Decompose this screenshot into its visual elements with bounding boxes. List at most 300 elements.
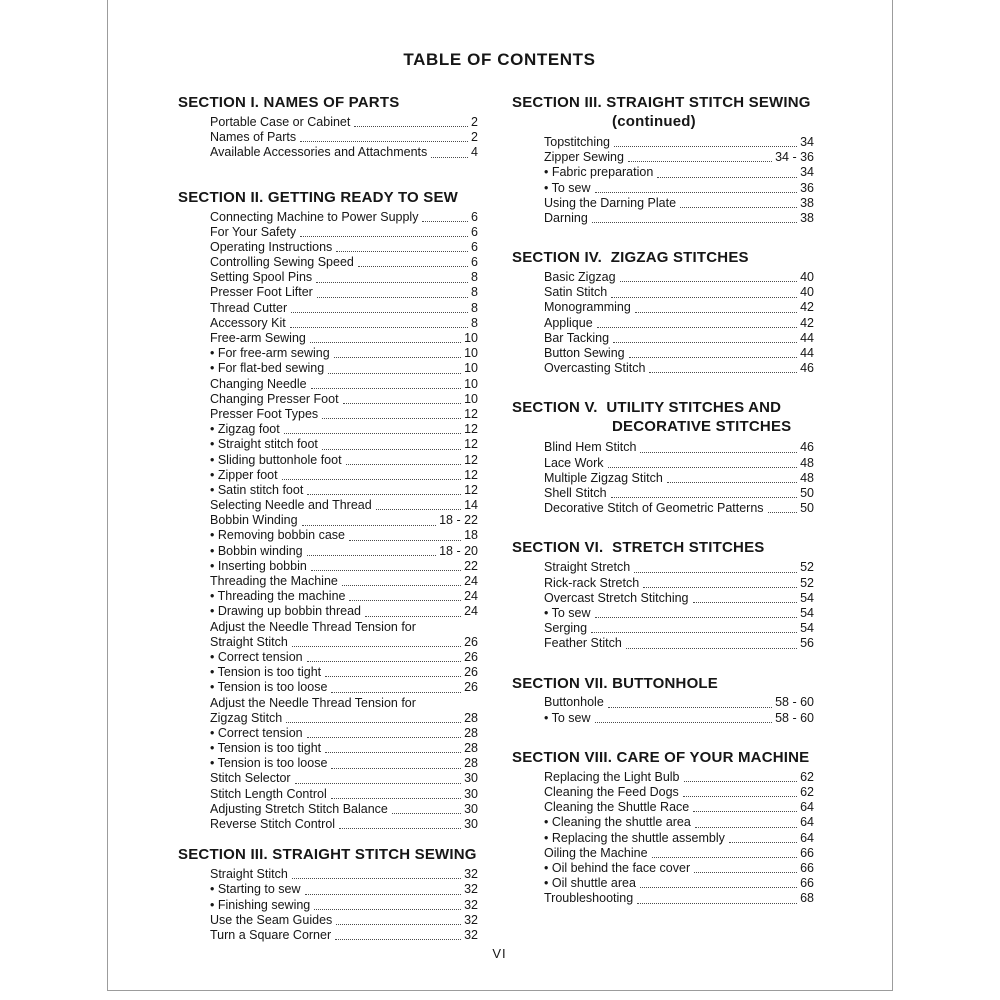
dot-leader [695, 827, 797, 828]
toc-entry [210, 867, 478, 882]
dot-leader [292, 878, 461, 879]
section-heading: SECTION III. STRAIGHT STITCH SEWING [512, 94, 811, 111]
entry-page: 42 [800, 300, 814, 315]
entry-page: 24 [464, 574, 478, 589]
entry-page: 18 - 22 [439, 513, 478, 528]
entry-page: 26 [464, 665, 478, 680]
dot-leader [314, 909, 461, 910]
toc-entry [210, 407, 478, 422]
entry-page: 2 [471, 130, 478, 145]
dot-leader [325, 752, 461, 753]
entry-page: 56 [800, 636, 814, 651]
toc-entry [544, 331, 814, 346]
entry-label: Applique [544, 315, 593, 330]
entry-label: Accessory Kit [210, 315, 286, 330]
entry-page: 32 [464, 927, 478, 942]
entry-page: 30 [464, 771, 478, 786]
entry-label: • Bobbin winding [210, 543, 303, 558]
dot-leader [608, 707, 772, 708]
dot-leader [614, 146, 797, 147]
toc-entry [544, 456, 814, 471]
entry-page: 66 [800, 845, 814, 860]
toc-entry [210, 544, 478, 559]
section-heading: SECTION I. NAMES OF PARTS [178, 94, 400, 111]
toc-entry [210, 346, 478, 361]
entry-label: Overcasting Stitch [544, 361, 646, 376]
dot-leader [336, 924, 461, 925]
entry-list [544, 440, 814, 516]
entry-label: Adjust the Needle Thread Tension for [210, 619, 416, 634]
dot-leader [684, 781, 798, 782]
toc-entry [210, 741, 478, 756]
dot-leader [693, 602, 798, 603]
entry-label: Zigzag Stitch [210, 710, 283, 725]
toc-entry [210, 529, 478, 544]
toc-entry [544, 196, 814, 211]
entry-label: • Cleaning the shuttle area [544, 815, 691, 830]
entry-page: 6 [471, 224, 478, 239]
toc-entry [210, 468, 478, 483]
entry-list [544, 270, 814, 376]
dot-leader [343, 403, 462, 404]
dot-leader [307, 494, 461, 495]
dot-leader [597, 327, 797, 328]
toc-section [178, 93, 478, 161]
dot-leader [349, 600, 461, 601]
entry-page: 18 [464, 528, 478, 543]
toc-entry [544, 621, 814, 636]
entry-label: • Zipper foot [210, 467, 278, 482]
dot-leader [291, 312, 468, 313]
entry-page: 62 [800, 785, 814, 800]
entry-label: • Satin stitch foot [210, 482, 304, 497]
entry-label: • Fabric preparation [544, 165, 654, 180]
dot-leader [649, 372, 797, 373]
entry-page: 52 [800, 575, 814, 590]
toc-entry [210, 453, 478, 468]
page-number-footer: VI [492, 946, 507, 961]
entry-page: 38 [800, 210, 814, 225]
entry-page: 8 [471, 270, 478, 285]
section-heading: SECTION II. GETTING READY TO SEW [178, 188, 459, 206]
dot-leader [307, 737, 461, 738]
toc-entry [544, 861, 814, 876]
entry-label: • For free-arm sewing [210, 346, 330, 361]
entry-label: Shell Stitch [544, 485, 607, 500]
dot-leader [322, 418, 461, 419]
entry-page: 28 [464, 725, 478, 740]
dot-leader [595, 192, 798, 193]
dot-leader [282, 479, 461, 480]
toc-section [512, 674, 814, 726]
toc-entry [210, 726, 478, 741]
entry-label: Bar Tacking [544, 330, 610, 345]
toc-entry [544, 486, 814, 501]
entry-list [210, 115, 478, 161]
entry-page: 10 [464, 391, 478, 406]
toc-column-right [512, 93, 814, 907]
dot-leader [595, 617, 798, 618]
toc-entry [544, 285, 814, 300]
entry-label: Available Accessories and Attachments [210, 145, 428, 160]
entry-label: Setting Spool Pins [210, 270, 313, 285]
toc-entry [210, 559, 478, 574]
toc-entry [210, 115, 478, 130]
entry-label: Thread Cutter [210, 300, 288, 315]
toc-entry [210, 331, 478, 346]
entry-page: 38 [800, 195, 814, 210]
dot-leader [592, 222, 797, 223]
dot-leader [336, 251, 468, 252]
entry-page: 34 - 36 [775, 150, 814, 165]
entry-label: • Tension is too loose [210, 756, 328, 771]
entry-page: 66 [800, 860, 814, 875]
entry-page: 4 [471, 145, 478, 160]
dot-leader [358, 266, 468, 267]
dot-leader [349, 540, 461, 541]
dot-leader [335, 939, 461, 940]
dot-leader [331, 768, 461, 769]
dot-leader [608, 467, 798, 468]
entry-page: 40 [800, 270, 814, 285]
entry-page: 26 [464, 649, 478, 664]
entry-label: Controlling Sewing Speed [210, 255, 354, 270]
toc-entry [210, 240, 478, 255]
entry-list [544, 135, 814, 226]
dot-leader [310, 342, 461, 343]
entry-label: • Replacing the shuttle assembly [544, 830, 725, 845]
toc-column-left [178, 93, 478, 943]
entry-page: 12 [464, 422, 478, 437]
dot-leader [694, 872, 797, 873]
dot-leader [300, 141, 468, 142]
toc-entry [210, 756, 478, 771]
toc-entry [544, 831, 814, 846]
entry-page: 66 [800, 876, 814, 891]
dot-leader [591, 632, 797, 633]
toc-section [512, 93, 814, 226]
toc-entry [544, 181, 814, 196]
dot-leader [680, 207, 797, 208]
toc-entry [544, 891, 814, 906]
dot-leader [311, 388, 461, 389]
dot-leader [284, 433, 461, 434]
toc-entry [544, 346, 814, 361]
toc-entry [544, 301, 814, 316]
entry-page: 48 [800, 470, 814, 485]
toc-entry [210, 286, 478, 301]
toc-section [512, 398, 814, 516]
toc-entry [544, 800, 814, 815]
entry-page: 28 [464, 710, 478, 725]
entry-label: Bobbin Winding [210, 513, 298, 528]
dot-leader [629, 357, 797, 358]
dot-leader [322, 449, 461, 450]
entry-label: Basic Zigzag [544, 270, 616, 285]
entry-page: 2 [471, 114, 478, 129]
entry-label: Presser Foot Lifter [210, 285, 313, 300]
toc-entry [544, 696, 814, 711]
toc-entry [210, 301, 478, 316]
entry-label: Zipper Sewing [544, 150, 624, 165]
dot-leader [683, 796, 797, 797]
entry-page: 50 [800, 485, 814, 500]
page-title: TABLE OF CONTENTS [403, 50, 596, 69]
dot-leader [307, 555, 436, 556]
entry-label: • Finishing sewing [210, 897, 311, 912]
dot-leader [422, 221, 468, 222]
toc-entry [210, 620, 478, 635]
toc-entry [210, 928, 478, 943]
entry-list [544, 560, 814, 651]
entry-page: 24 [464, 604, 478, 619]
entry-label: Monogramming [544, 300, 631, 315]
entry-page: 54 [800, 621, 814, 636]
entry-label: • Removing bobbin case [210, 528, 346, 543]
entry-label: • Zigzag foot [210, 422, 280, 437]
entry-label: Connecting Machine to Power Supply [210, 209, 419, 224]
entry-page: 6 [471, 255, 478, 270]
entry-page: 26 [464, 634, 478, 649]
entry-page: 46 [800, 361, 814, 376]
dot-leader [292, 646, 461, 647]
dot-leader [635, 312, 797, 313]
entry-label: • To sew [544, 710, 591, 725]
entry-label: Adjusting Stretch Stitch Balance [210, 801, 388, 816]
toc-section [512, 538, 814, 651]
entry-label: Selecting Needle and Thread [210, 498, 372, 513]
dot-leader [325, 676, 461, 677]
toc-entry [544, 636, 814, 651]
toc-entry [210, 130, 478, 145]
dot-leader [620, 281, 798, 282]
entry-label: Threading the Machine [210, 574, 338, 589]
entry-page: 28 [464, 741, 478, 756]
entry-page: 64 [800, 800, 814, 815]
entry-page: 32 [464, 867, 478, 882]
entry-page: 64 [800, 830, 814, 845]
toc-entry [544, 606, 814, 621]
entry-page: 12 [464, 467, 478, 482]
entry-page: 6 [471, 209, 478, 224]
entry-label: Serging [544, 621, 588, 636]
entry-label: Topstitching [544, 134, 611, 149]
toc-entry [210, 361, 478, 376]
toc-entry [544, 560, 814, 575]
toc-entry [210, 635, 478, 650]
toc-entry [210, 665, 478, 680]
entry-page: 68 [800, 891, 814, 906]
entry-label: Oiling the Machine [544, 845, 648, 860]
toc-entry [544, 440, 814, 455]
entry-label: • Oil behind the face cover [544, 860, 691, 875]
section-heading: SECTION VI. STRETCH STITCHES [512, 539, 765, 557]
dot-leader [295, 783, 462, 784]
entry-label: • Tension is too tight [210, 665, 322, 680]
section-heading: SECTION III. STRAIGHT STITCH SEWING [178, 846, 477, 864]
entry-page: 32 [464, 882, 478, 897]
dot-leader [613, 342, 797, 343]
entry-label: Reverse Stitch Control [210, 817, 336, 832]
dot-leader [317, 297, 468, 298]
entry-page: 64 [800, 815, 814, 830]
entry-page: 52 [800, 560, 814, 575]
entry-label: • Drawing up bobbin thread [210, 604, 362, 619]
entry-label: Stitch Selector [210, 771, 291, 786]
entry-page: 54 [800, 590, 814, 605]
entry-label: Names of Parts [210, 130, 297, 145]
entry-label: Multiple Zigzag Stitch [544, 470, 663, 485]
section-heading: (continued) [612, 113, 696, 130]
dot-leader [316, 282, 468, 283]
entry-page: 10 [464, 361, 478, 376]
toc-entry [544, 711, 814, 726]
dot-leader [311, 570, 461, 571]
entry-label: Using the Darning Plate [544, 195, 677, 210]
dot-leader [376, 509, 461, 510]
entry-page: 10 [464, 346, 478, 361]
dot-leader [342, 585, 461, 586]
toc-entry [210, 377, 478, 392]
toc-entry [544, 150, 814, 165]
toc-entry [210, 650, 478, 665]
entry-label: Troubleshooting [544, 891, 634, 906]
entry-label: Cleaning the Feed Dogs [544, 785, 679, 800]
entry-label: For Your Safety [210, 224, 297, 239]
toc-entry [210, 316, 478, 331]
section-heading: SECTION IV. ZIGZAG STITCHES [512, 249, 749, 267]
entry-page: 34 [800, 165, 814, 180]
toc-entry [210, 210, 478, 225]
dot-leader [595, 722, 773, 723]
toc-entry [210, 711, 478, 726]
toc-entry [544, 211, 814, 226]
dot-leader [667, 482, 797, 483]
entry-label: Changing Needle [210, 376, 307, 391]
entry-label: Portable Case or Cabinet [210, 114, 351, 129]
toc-entry [210, 255, 478, 270]
entry-page: 46 [800, 440, 814, 455]
entry-label: • For flat-bed sewing [210, 361, 325, 376]
dot-leader [431, 157, 468, 158]
toc-entry [210, 513, 478, 528]
toc-entry [210, 772, 478, 787]
entry-page: 24 [464, 589, 478, 604]
entry-page: 32 [464, 912, 478, 927]
entry-label: Operating Instructions [210, 239, 333, 254]
dot-leader [640, 452, 797, 453]
toc-section [512, 248, 814, 376]
entry-label: • Inserting bobbin [210, 558, 307, 573]
entry-page: 62 [800, 769, 814, 784]
entry-label: Free-arm Sewing [210, 331, 306, 346]
entry-label: • Correct tension [210, 725, 303, 740]
dot-leader [331, 798, 461, 799]
dot-leader [305, 894, 462, 895]
entry-label: • Tension is too loose [210, 680, 328, 695]
toc-entry [544, 165, 814, 180]
toc-entry [210, 225, 478, 240]
dot-leader [339, 828, 461, 829]
entry-page: 42 [800, 315, 814, 330]
entry-label: Use the Seam Guides [210, 912, 333, 927]
toc-entry [210, 817, 478, 832]
dot-leader [628, 161, 772, 162]
dot-leader [634, 572, 797, 573]
entry-label: Straight Stitch [210, 634, 288, 649]
entry-page: 30 [464, 817, 478, 832]
toc-entry [210, 604, 478, 619]
dot-leader [637, 903, 797, 904]
entry-label: Feather Stitch [544, 636, 622, 651]
entry-page: 48 [800, 455, 814, 470]
entry-label: • Tension is too tight [210, 741, 322, 756]
entry-page: 54 [800, 605, 814, 620]
toc-entry [544, 770, 814, 785]
dot-leader [640, 887, 797, 888]
entry-page: 12 [464, 406, 478, 421]
entry-label: Presser Foot Types [210, 406, 319, 421]
dot-leader [392, 813, 461, 814]
entry-label: Satin Stitch [544, 285, 608, 300]
entry-page: 26 [464, 680, 478, 695]
toc-section [178, 845, 478, 943]
toc-section [178, 188, 478, 833]
dot-leader [346, 464, 462, 465]
dot-leader [334, 357, 461, 358]
toc-entry [210, 422, 478, 437]
section-heading: SECTION VII. BUTTONHOLE [512, 674, 719, 692]
toc-entry [210, 913, 478, 928]
entry-page: 18 - 20 [439, 543, 478, 558]
entry-label: • Threading the machine [210, 589, 346, 604]
dot-leader [643, 587, 797, 588]
entry-page: 36 [800, 180, 814, 195]
dot-leader [657, 177, 797, 178]
entry-label: • To sew [544, 180, 591, 195]
dot-leader [300, 236, 468, 237]
entry-label: • Straight stitch foot [210, 437, 318, 452]
toc-entry [210, 589, 478, 604]
toc-entry [544, 135, 814, 150]
toc-entry [210, 437, 478, 452]
entry-label: • Sliding buttonhole foot [210, 452, 342, 467]
entry-label: Replacing the Light Bulb [544, 769, 680, 784]
toc-entry [210, 145, 478, 160]
toc-entry [544, 316, 814, 331]
dot-leader [729, 842, 797, 843]
entry-page: 30 [464, 786, 478, 801]
entry-label: Turn a Square Corner [210, 927, 332, 942]
entry-page: 8 [471, 315, 478, 330]
entry-page: 58 - 60 [775, 710, 814, 725]
entry-label: Adjust the Needle Thread Tension for [210, 695, 416, 710]
entry-label: • To sew [544, 605, 591, 620]
toc-entry [210, 483, 478, 498]
entry-page: 8 [471, 300, 478, 315]
entry-list [210, 210, 478, 833]
entry-page: 8 [471, 285, 478, 300]
entry-list [544, 696, 814, 726]
dot-leader [290, 327, 468, 328]
entry-label: Stitch Length Control [210, 786, 327, 801]
entry-page: 40 [800, 285, 814, 300]
entry-label: • Oil shuttle area [544, 876, 636, 891]
entry-label: Blind Hem Stitch [544, 440, 637, 455]
entry-label: Straight Stitch [210, 867, 288, 882]
entry-page: 12 [464, 437, 478, 452]
toc-entry [210, 696, 478, 711]
